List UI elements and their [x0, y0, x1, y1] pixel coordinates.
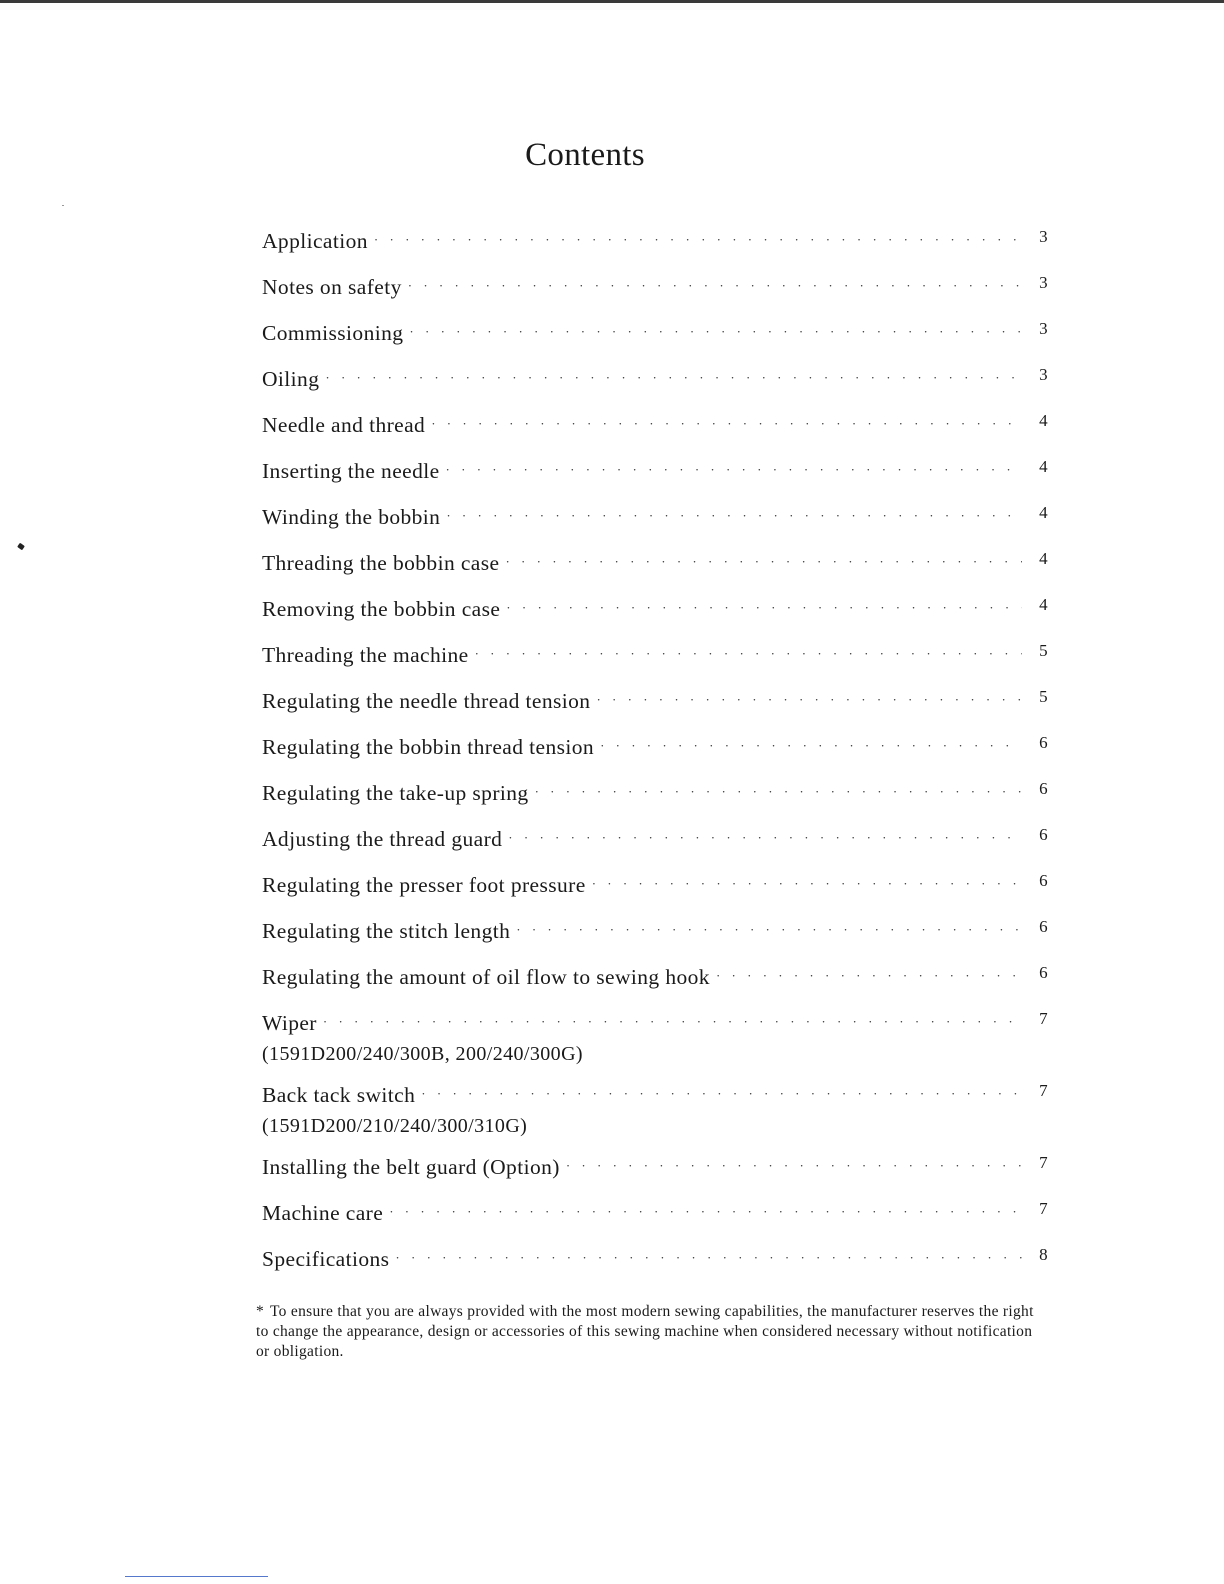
toc-entry-label: Needle and thread: [262, 413, 426, 437]
toc-entry-label: Regulating the amount of oil flow to sewing hook: [262, 965, 710, 989]
dot-leader: [421, 1086, 1022, 1102]
top-rule: [0, 0, 1224, 3]
toc-entry-label: Regulating the take-up spring: [262, 781, 529, 805]
toc-line: [262, 1155, 1048, 1201]
dot-leader: [408, 278, 1022, 294]
toc-page-number: 7: [1039, 1009, 1048, 1028]
toc-page-number: 8: [1039, 1245, 1048, 1264]
toc-entry-label: Application: [262, 229, 368, 253]
toc-entry-label: Threading the bobbin case: [262, 551, 500, 575]
toc-line: [262, 919, 1048, 965]
dot-leader: [323, 1014, 1022, 1030]
dot-leader: [600, 738, 1022, 754]
toc-page-number: 6: [1039, 779, 1048, 798]
dot-leader: [395, 1250, 1022, 1266]
toc-entry-label: Installing the belt guard (Option): [262, 1155, 560, 1179]
toc-page-number: 3: [1039, 273, 1048, 292]
toc-entry-label: Notes on safety: [262, 275, 402, 299]
toc-entry: [262, 597, 1048, 643]
dot-leader: [409, 324, 1022, 340]
toc-entry: [262, 367, 1048, 413]
toc-entry: [262, 735, 1048, 781]
toc-entry-label: Regulating the bobbin thread tension: [262, 735, 595, 759]
dot-leader: [446, 462, 1022, 478]
toc-page-number: 4: [1039, 457, 1048, 476]
toc-line: [262, 643, 1048, 689]
toc-page-number: 7: [1039, 1199, 1048, 1218]
toc-entry: [262, 827, 1048, 873]
toc-entry: [262, 551, 1048, 597]
toc-page-number: 7: [1039, 1081, 1048, 1100]
toc-entry: [262, 321, 1048, 367]
toc-page-number: 5: [1039, 687, 1048, 706]
toc-page-number: 4: [1039, 549, 1048, 568]
toc-entry-model-note: (1591D200/240/300B, 200/240/300G): [262, 1043, 583, 1065]
toc-page-number: 5: [1039, 641, 1048, 660]
toc-entry-label: Adjusting the thread guard: [262, 827, 503, 851]
toc-entry-label: Winding the bobbin: [262, 505, 441, 529]
toc-entry: [262, 873, 1048, 919]
toc-line: [262, 689, 1048, 735]
toc-entry: [262, 781, 1048, 827]
toc-entry-label: Commissioning: [262, 321, 404, 345]
toc-entry-label: Regulating the needle thread tension: [262, 689, 591, 713]
toc-page-number: 6: [1039, 733, 1048, 752]
dot-leader: [596, 692, 1022, 708]
toc-entry: [262, 229, 1048, 275]
toc-entry: [262, 689, 1048, 735]
toc-line: [262, 505, 1048, 551]
toc-line: [262, 275, 1048, 321]
dot-leader: [505, 554, 1022, 570]
toc-line: [262, 781, 1048, 827]
toc-line: [262, 321, 1048, 367]
dot-leader: [431, 416, 1022, 432]
toc-line: [262, 965, 1048, 1011]
toc-page-number: 4: [1039, 411, 1048, 430]
footnote-text: To ensure that you are always provided with the most modern sewing capabilities, the manufacturer reserves the right to change the appearance, design or accessories of this sewing machine when considered necessary without notification or obligation.: [256, 1303, 1034, 1360]
toc-entry: [262, 643, 1048, 689]
toc-entry-label: Removing the bobbin case: [262, 597, 501, 621]
toc-line: [262, 551, 1048, 597]
toc-page-number: 6: [1039, 871, 1048, 890]
toc-page-number: 4: [1039, 595, 1048, 614]
toc-page-number: 3: [1039, 319, 1048, 338]
toc-line: [262, 873, 1048, 919]
dot-leader: [389, 1204, 1022, 1220]
toc-entry: [262, 1201, 1048, 1247]
dot-leader: [716, 968, 1022, 984]
toc-entry-label: Machine care: [262, 1201, 384, 1225]
toc-page-number: 6: [1039, 917, 1048, 936]
dot-leader: [475, 646, 1022, 662]
toc-entry-label: Inserting the needle: [262, 459, 440, 483]
toc-page-number: 6: [1039, 963, 1048, 982]
toc-line: [262, 367, 1048, 413]
scan-speck: [62, 205, 64, 206]
toc-entry: [262, 275, 1048, 321]
toc-line: [262, 229, 1048, 275]
dot-leader: [374, 232, 1022, 248]
toc-entry: [262, 1011, 1048, 1067]
dot-leader: [566, 1158, 1022, 1174]
toc-page-number: 4: [1039, 503, 1048, 522]
dot-leader: [516, 922, 1022, 938]
table-of-contents: [262, 229, 1048, 1293]
scan-mark: [17, 543, 25, 551]
toc-entry-model-note: (1591D200/210/240/300/310G): [262, 1115, 528, 1137]
toc-line: [262, 413, 1048, 459]
toc-page-number: 3: [1039, 227, 1048, 246]
toc-entry-label: Regulating the presser foot pressure: [262, 873, 586, 897]
toc-entry: [262, 919, 1048, 965]
toc-page-number: 6: [1039, 825, 1048, 844]
toc-entry-label: Regulating the stitch length: [262, 919, 511, 943]
dot-leader: [325, 370, 1022, 386]
footnote: [256, 1302, 1046, 1362]
bottom-rule: [125, 1576, 268, 1577]
dot-leader: [508, 830, 1022, 846]
toc-line: [262, 735, 1048, 781]
dot-leader: [506, 600, 1022, 616]
toc-entry-label: Threading the machine: [262, 643, 469, 667]
dot-leader: [535, 784, 1022, 800]
toc-entry-label: Specifications: [262, 1247, 390, 1271]
toc-page-number: 7: [1039, 1153, 1048, 1172]
toc-entry: [262, 965, 1048, 1011]
toc-line: [262, 1247, 1048, 1293]
toc-line: [262, 827, 1048, 873]
toc-line: [262, 597, 1048, 643]
toc-entry: [262, 413, 1048, 459]
footnote-asterisk: *: [256, 1303, 265, 1320]
toc-entry: [262, 459, 1048, 505]
page-title: Contents: [525, 137, 645, 173]
toc-page-number: 3: [1039, 365, 1048, 384]
toc-entry: [262, 1247, 1048, 1293]
toc-line: [262, 459, 1048, 505]
toc-entry-label: Back tack switch: [262, 1083, 416, 1107]
toc-entry: [262, 1083, 1048, 1139]
toc-entry: [262, 1155, 1048, 1201]
toc-entry-label: Wiper: [262, 1011, 317, 1035]
dot-leader: [446, 508, 1022, 524]
dot-leader: [592, 876, 1022, 892]
toc-entry: [262, 505, 1048, 551]
toc-line: [262, 1201, 1048, 1247]
toc-entry-label: Oiling: [262, 367, 320, 391]
